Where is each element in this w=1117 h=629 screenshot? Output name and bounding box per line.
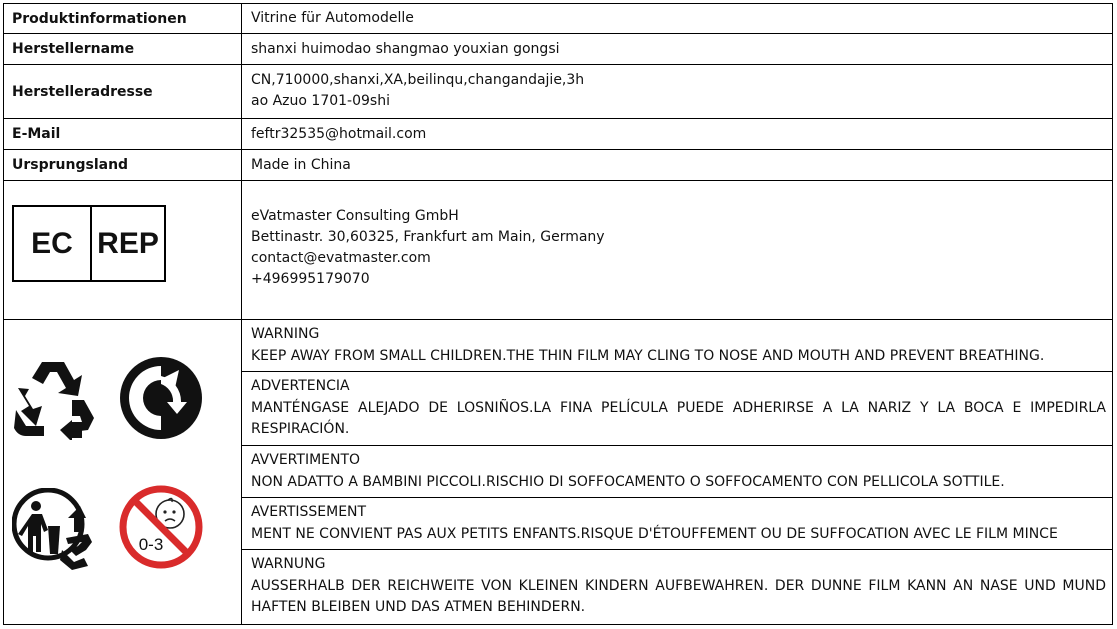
green-dot-icon [119, 356, 203, 440]
label-email: E-Mail [4, 119, 242, 149]
product-info-sheet [3, 3, 1113, 625]
row-manufacturer-name [4, 34, 1112, 65]
warning-body: MENT NE CONVIENT PAS AUX PETITS ENFANTS.RISQUE D'ÉTOUFFEMENT OU DE SUFFOCATION AVEC LE FILM MINCE [251, 525, 1058, 542]
row-manufacturer-address [4, 65, 1112, 119]
ec-rep-details [242, 181, 1112, 319]
warning-french [242, 498, 1112, 550]
ec-rep-phone: +496995179070 [251, 271, 370, 287]
label-country-of-origin: Ursprungsland [4, 150, 242, 180]
row-country-of-origin [4, 150, 1112, 181]
row-ec-rep [4, 181, 1112, 320]
warning-title: WARNING [251, 326, 320, 342]
not-for-children-0-3-icon [118, 484, 204, 570]
warning-body: AUSSERHALB DER REICHWEITE VON KLEINEN KINDERN AUFBEWAHREN. DER DUNNE FILM KANN AN NASE UND MUND HAFTEN BLEIBEN UND DAS ATMEN BEHINDERN. [251, 577, 1106, 615]
label-manufacturer-address: Herstelleradresse [4, 65, 242, 118]
ec-rep-badge-left: EC [14, 207, 92, 280]
warning-title: WARNUNG [251, 556, 326, 572]
value-manufacturer-name: shanxi huimodao shangmao youxian gongsi [251, 40, 560, 57]
symbols-cell [4, 320, 242, 624]
warning-body: NON ADATTO A BAMBINI PICCOLI.RISCHIO DI SOFFOCAMENTO O SOFFOCAMENTO CON PELLICOLA SOTTILE. [251, 473, 1005, 490]
ec-rep-badge-right: REP [97, 226, 159, 260]
age-badge-text: 0-3 [138, 535, 164, 554]
ec-rep-address: Bettinastr. 30,60325, Frankfurt am Main, Germany [251, 229, 605, 245]
warning-english [242, 320, 1112, 372]
warning-title: ADVERTENCIA [251, 378, 350, 394]
warning-italian [242, 446, 1112, 498]
value-country-of-origin: Made in China [251, 156, 351, 173]
address-line-1: CN,710000,shanxi,XA,beilinqu,changandajie,3h [251, 72, 585, 88]
address-line-2: ao Azuo 1701-09shi [251, 93, 390, 109]
value-email: feftr32535@hotmail.com [251, 125, 427, 142]
warning-title: AVERTISSEMENT [251, 504, 367, 520]
ec-rep-badge [12, 205, 166, 282]
value-product-info: Vitrine für Automodelle [251, 10, 414, 26]
ec-rep-logo-cell [4, 181, 242, 319]
ec-rep-company: eVatmaster Consulting GmbH [251, 208, 459, 224]
tidyman-recycling-icon [12, 488, 104, 572]
warning-body: KEEP AWAY FROM SMALL CHILDREN.THE THIN FILM MAY CLING TO NOSE AND MOUTH AND PREVENT BREATHING. [251, 347, 1045, 364]
ec-rep-email: contact@evatmaster.com [251, 250, 431, 266]
label-manufacturer-name: Herstellername [4, 34, 242, 64]
warning-spanish [242, 372, 1112, 446]
warning-body: MANTÉNGASE ALEJADO DE LOSNIÑOS.LA FINA PELÍCULA PUEDE ADHERIRSE A LA NARIZ Y LA BOCA E IMPEDIRLA RESPIRACIÓN. [251, 399, 1106, 437]
row-email [4, 119, 1112, 150]
row-product-info [4, 4, 1112, 34]
warning-title: AVVERTIMENTO [251, 452, 361, 468]
warning-german [242, 550, 1112, 624]
recycle-icon [12, 356, 100, 440]
value-manufacturer-address [242, 65, 1112, 118]
label-product-info: Produktinformationen [4, 4, 242, 33]
